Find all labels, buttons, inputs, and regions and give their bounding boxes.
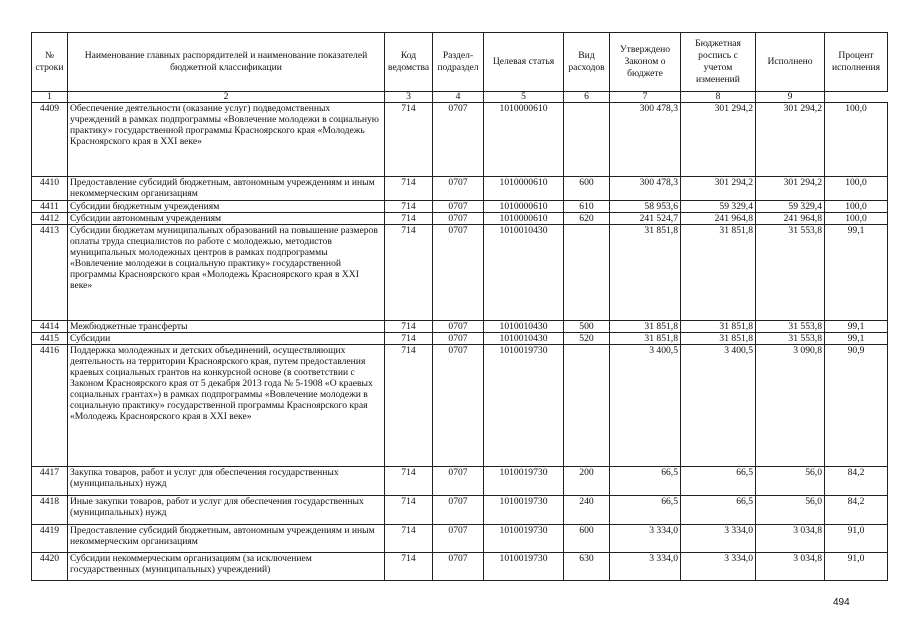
row-section: 0707 (433, 333, 484, 345)
column-number: 4 (433, 92, 484, 103)
row-section: 0707 (433, 177, 484, 201)
row-approved: 3 334,0 (610, 553, 681, 581)
row-executed: 3 034,8 (756, 525, 825, 553)
row-code: 714 (385, 496, 433, 525)
row-name: Поддержка молодежных и детских объединений, осуществляющих деятельность на территории Красноярского края, путем предоставления краевых социальных грантов на конкурсной основе (в соответствии с Законом Красноярского края от 5 декабря 2013 года № 5-1908 «О краевых социальных грантах») в рамках подпрограммы «Вовлечение молодежи в социальную практику» государственной программы Красноярского края «Молодежь Красноярского края в XXI веке» (68, 345, 385, 467)
table-row (32, 525, 888, 553)
row-percent: 91,0 (825, 525, 888, 553)
row-budget: 59 329,4 (681, 201, 756, 213)
row-approved: 66,5 (610, 496, 681, 525)
row-name: Иные закупки товаров, работ и услуг для обеспечения государственных (муниципальных) нужд (68, 496, 385, 525)
row-article: 1010010430 (484, 321, 564, 333)
row-article: 1010019730 (484, 525, 564, 553)
table-row (32, 103, 888, 177)
row-percent: 100,0 (825, 201, 888, 213)
row-name: Субсидии некоммерческим организациям (за исключением государственных (муниципальных) учреждений) (68, 553, 385, 581)
row-type (564, 103, 610, 177)
row-code: 714 (385, 467, 433, 496)
column-number: 5 (484, 92, 564, 103)
column-number: 2 (68, 92, 385, 103)
column-number: 3 (385, 92, 433, 103)
row-num: 4415 (32, 333, 68, 345)
row-code: 714 (385, 177, 433, 201)
row-percent: 100,0 (825, 103, 888, 177)
row-percent: 90,9 (825, 345, 888, 467)
row-article: 1010019730 (484, 496, 564, 525)
row-executed: 31 553,8 (756, 321, 825, 333)
row-type: 500 (564, 321, 610, 333)
row-num: 4416 (32, 345, 68, 467)
row-approved: 3 400,5 (610, 345, 681, 467)
table-row (32, 553, 888, 581)
row-code: 714 (385, 525, 433, 553)
row-percent: 99,1 (825, 321, 888, 333)
row-code: 714 (385, 321, 433, 333)
row-executed: 301 294,2 (756, 177, 825, 201)
budget-execution-table (31, 32, 888, 581)
row-budget: 301 294,2 (681, 103, 756, 177)
row-executed: 56,0 (756, 467, 825, 496)
table-row (32, 201, 888, 213)
row-executed: 56,0 (756, 496, 825, 525)
row-type (564, 225, 610, 321)
row-executed: 3 034,8 (756, 553, 825, 581)
column-number: 7 (610, 92, 681, 103)
column-number: 6 (564, 92, 610, 103)
row-num: 4414 (32, 321, 68, 333)
header-section: Раздел-подраздел (433, 33, 484, 92)
row-approved: 3 334,0 (610, 525, 681, 553)
row-code: 714 (385, 225, 433, 321)
row-type: 610 (564, 201, 610, 213)
row-approved: 241 524,7 (610, 213, 681, 225)
row-name: Субсидии (68, 333, 385, 345)
row-budget: 66,5 (681, 467, 756, 496)
row-approved: 58 953,6 (610, 201, 681, 213)
header-name: Наименование главных распорядителей и наименование показателей бюджетной классификации (68, 33, 385, 92)
row-budget: 3 334,0 (681, 525, 756, 553)
row-budget: 31 851,8 (681, 333, 756, 345)
column-number: 9 (756, 92, 825, 103)
row-code: 714 (385, 345, 433, 467)
row-type (564, 345, 610, 467)
column-number-row (32, 92, 888, 103)
table-row (32, 345, 888, 467)
row-percent: 100,0 (825, 177, 888, 201)
row-name: Обеспечение деятельности (оказание услуг) подведомственных учреждений в рамках подпрограммы «Вовлечение молодежи в социальную практику» государственной программы Красноярского края «Молодежь Красноярского края в XXI веке» (68, 103, 385, 177)
header-budget: Бюджетная роспись с учетом изменений (681, 33, 756, 92)
row-code: 714 (385, 103, 433, 177)
row-article: 1010000610 (484, 213, 564, 225)
row-type: 200 (564, 467, 610, 496)
row-type: 240 (564, 496, 610, 525)
row-section: 0707 (433, 225, 484, 321)
row-approved: 66,5 (610, 467, 681, 496)
row-budget: 3 334,0 (681, 553, 756, 581)
row-approved: 31 851,8 (610, 333, 681, 345)
row-name: Субсидии бюджетным учреждениям (68, 201, 385, 213)
row-budget: 31 851,8 (681, 321, 756, 333)
row-section: 0707 (433, 103, 484, 177)
row-executed: 31 553,8 (756, 225, 825, 321)
row-name: Субсидии бюджетам муниципальных образований на повышение размеров оплаты труда специалистов по работе с молодежью, методистов муниципальных молодежных центров в рамках подпрограммы «Вовлечение молодежи в социальную практику» государственной программы Красноярского края «Молодежь Красноярского края в XXI веке» (68, 225, 385, 321)
header-approved: Утверждено Законом о бюджете (610, 33, 681, 92)
row-article: 1010000610 (484, 201, 564, 213)
row-section: 0707 (433, 321, 484, 333)
row-section: 0707 (433, 467, 484, 496)
table-row (32, 333, 888, 345)
table-row (32, 225, 888, 321)
row-section: 0707 (433, 201, 484, 213)
row-section: 0707 (433, 213, 484, 225)
row-article: 1010019730 (484, 467, 564, 496)
table-row (32, 213, 888, 225)
row-article: 1010010430 (484, 333, 564, 345)
row-num: 4413 (32, 225, 68, 321)
row-percent: 99,1 (825, 225, 888, 321)
row-name: Предоставление субсидий бюджетным, автономным учреждениям и иным некоммерческим организациям (68, 525, 385, 553)
row-type: 600 (564, 177, 610, 201)
row-num: 4420 (32, 553, 68, 581)
row-num: 4411 (32, 201, 68, 213)
row-num: 4410 (32, 177, 68, 201)
row-executed: 59 329,4 (756, 201, 825, 213)
row-num: 4412 (32, 213, 68, 225)
row-num: 4418 (32, 496, 68, 525)
row-type: 620 (564, 213, 610, 225)
column-number: 1 (32, 92, 68, 103)
row-percent: 99,1 (825, 333, 888, 345)
row-article: 1010010430 (484, 225, 564, 321)
row-percent: 100,0 (825, 213, 888, 225)
row-type: 600 (564, 525, 610, 553)
row-type: 520 (564, 333, 610, 345)
header-type: Вид расходов (564, 33, 610, 92)
row-percent: 84,2 (825, 467, 888, 496)
row-executed: 3 090,8 (756, 345, 825, 467)
row-executed: 241 964,8 (756, 213, 825, 225)
header-article: Целевая статья (484, 33, 564, 92)
row-percent: 91,0 (825, 553, 888, 581)
row-approved: 31 851,8 (610, 321, 681, 333)
table-row (32, 467, 888, 496)
row-percent: 84,2 (825, 496, 888, 525)
row-code: 714 (385, 213, 433, 225)
row-num: 4417 (32, 467, 68, 496)
row-code: 714 (385, 553, 433, 581)
row-approved: 300 478,3 (610, 177, 681, 201)
row-article: 1010019730 (484, 553, 564, 581)
row-budget: 3 400,5 (681, 345, 756, 467)
row-section: 0707 (433, 345, 484, 467)
table-row (32, 321, 888, 333)
row-article: 1010000610 (484, 103, 564, 177)
header-row (32, 33, 888, 92)
row-section: 0707 (433, 496, 484, 525)
row-num: 4419 (32, 525, 68, 553)
header-num: № строки (32, 33, 68, 92)
row-num: 4409 (32, 103, 68, 177)
row-budget: 31 851,8 (681, 225, 756, 321)
header-executed: Исполнено (756, 33, 825, 92)
row-code: 714 (385, 333, 433, 345)
row-approved: 300 478,3 (610, 103, 681, 177)
row-name: Закупка товаров, работ и услуг для обеспечения государственных (муниципальных) нужд (68, 467, 385, 496)
table-row (32, 177, 888, 201)
row-budget: 66,5 (681, 496, 756, 525)
row-budget: 241 964,8 (681, 213, 756, 225)
row-name: Межбюджетные трансферты (68, 321, 385, 333)
page-number: 494 (833, 597, 850, 608)
row-name: Субсидии автономным учреждениям (68, 213, 385, 225)
header-percent: Процент исполнения (825, 33, 888, 92)
row-approved: 31 851,8 (610, 225, 681, 321)
header-code: Код ведомства (385, 33, 433, 92)
row-article: 1010000610 (484, 177, 564, 201)
row-executed: 301 294,2 (756, 103, 825, 177)
row-budget: 301 294,2 (681, 177, 756, 201)
table-row (32, 496, 888, 525)
row-section: 0707 (433, 553, 484, 581)
row-section: 0707 (433, 525, 484, 553)
column-number: 8 (681, 92, 756, 103)
row-type: 630 (564, 553, 610, 581)
row-article: 1010019730 (484, 345, 564, 467)
row-executed: 31 553,8 (756, 333, 825, 345)
row-name: Предоставление субсидий бюджетным, автономным учреждениям и иным некоммерческим организациям (68, 177, 385, 201)
row-code: 714 (385, 201, 433, 213)
